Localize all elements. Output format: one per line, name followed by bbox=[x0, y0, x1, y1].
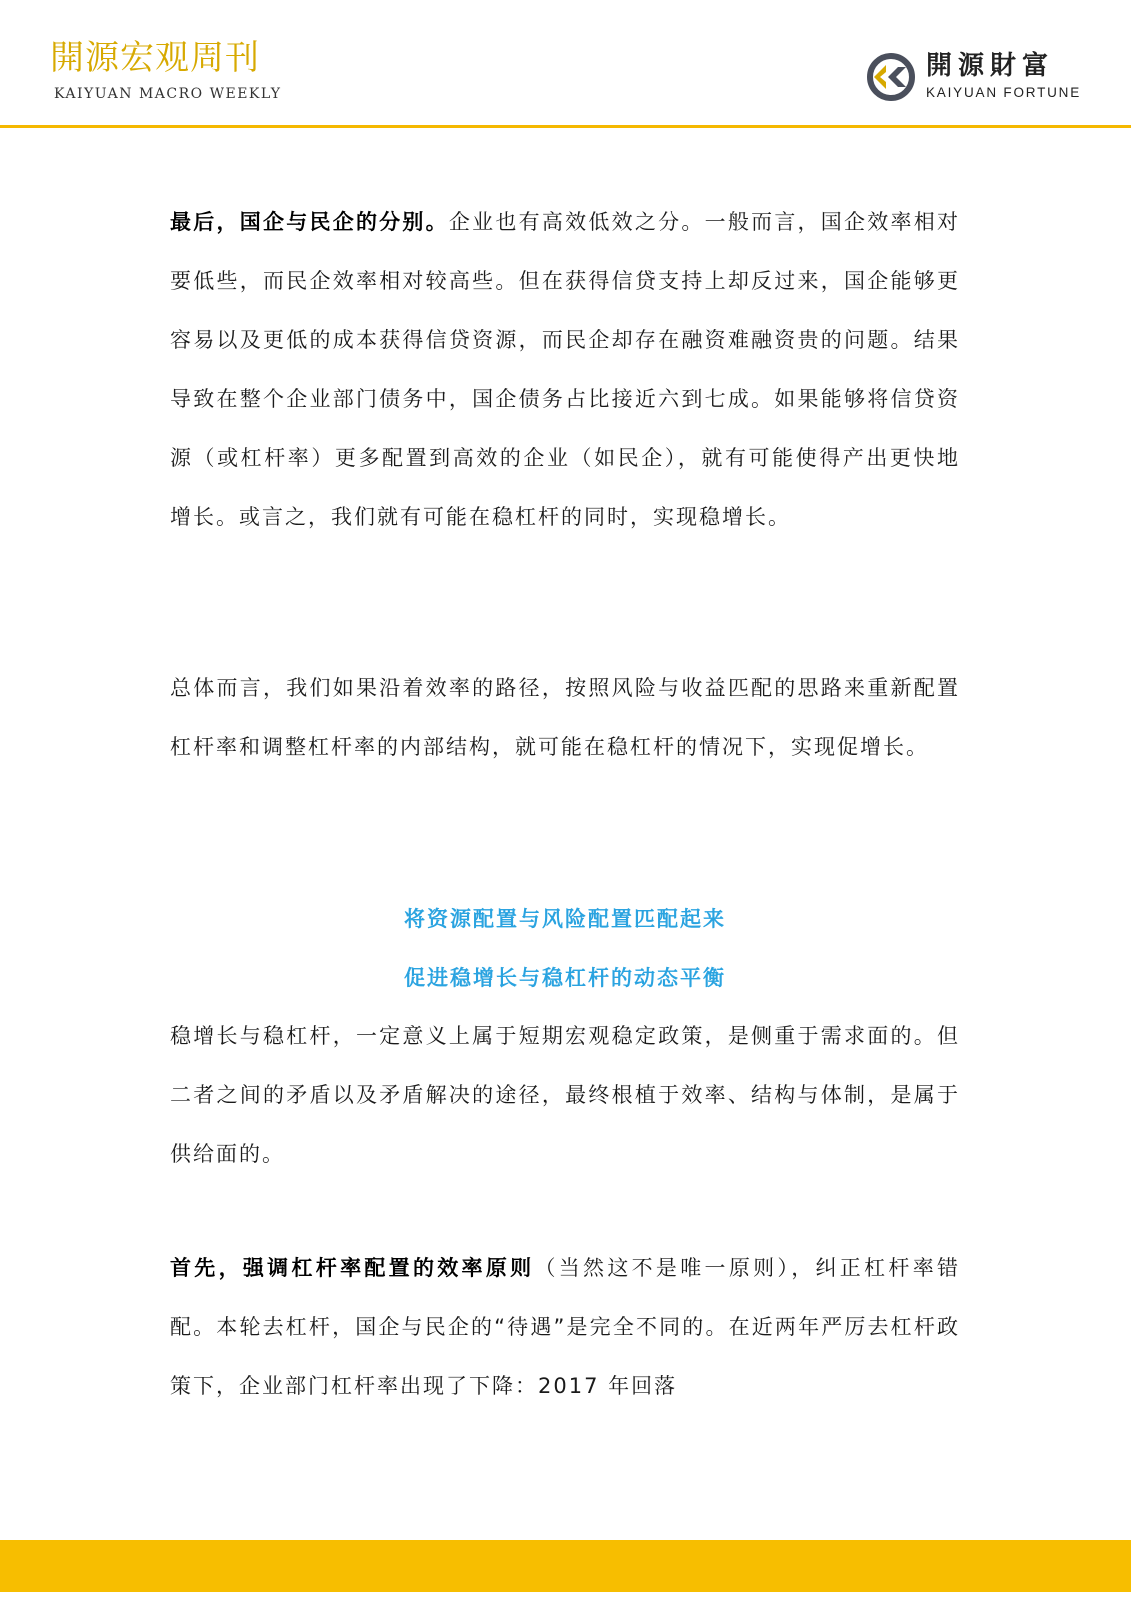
logo-name: 開源財富 bbox=[926, 51, 1055, 81]
paragraph-summary: 总体而言，我们如果沿着效率的路径，按照风险与收益匹配的思路来重新配置杠杆率和调整杠杆率的内部结构，就可能在稳杠杆的情况下，实现促增长。 bbox=[170, 676, 960, 759]
kaiyuan-logo-icon bbox=[866, 52, 916, 102]
paragraph-text: （当然这不是唯一原则），纠正杠杆率错配。本轮去杠杆，国企与民企的“待遇”是完全不同的。在近两年严厉去杠杆政策下，企业部门杠杆率出现了下降：2017 年回落 bbox=[170, 1256, 960, 1398]
paragraph-efficiency-principle bbox=[170, 1239, 960, 1416]
paragraph-demand-supply: 稳增长与稳杠杆，一定意义上属于短期宏观稳定政策，是侧重于需求面的。但二者之间的矛盾以及矛盾解决的途径，最终根植于效率、结构与体制，是属于供给面的。 bbox=[170, 1024, 960, 1166]
paragraph-lead-bold: 首先，强调杠杆率配置的效率原则 bbox=[170, 1256, 535, 1280]
section-heading-line-1: 将资源配置与风险配置匹配起来 bbox=[404, 907, 726, 931]
paragraph-lead-bold: 最后，国企与民企的分别。 bbox=[170, 210, 449, 234]
publication-subtitle: KAIYUAN MACRO WEEKLY bbox=[54, 86, 282, 102]
page-header bbox=[0, 0, 1131, 128]
footer-bar bbox=[0, 1540, 1131, 1592]
logo-english-name: KAIYUAN FORTUNE bbox=[926, 85, 1082, 100]
section-heading-line-2: 促进稳增长与稳杠杆的动态平衡 bbox=[404, 966, 726, 990]
publication-title: 開源宏观周刊 bbox=[50, 38, 260, 78]
paragraph-text: 企业也有高效低效之分。一般而言，国企效率相对要低些，而民企效率相对较高些。但在获得信贷支持上却反过来，国企能够更容易以及更低的成本获得信贷资源，而民企却存在融资难融资贵的问题。结果导致在整个企业部门债务中，国企债务占比接近六到七成。如果能够将信贷资源（或杠杆率）更多配置到高效的企业（如民企），就有可能使得产出更快地增长。或言之，我们就有可能在稳杠杆的同时，实现稳增长。 bbox=[170, 210, 961, 529]
paragraph-soe-vs-private bbox=[170, 193, 960, 547]
